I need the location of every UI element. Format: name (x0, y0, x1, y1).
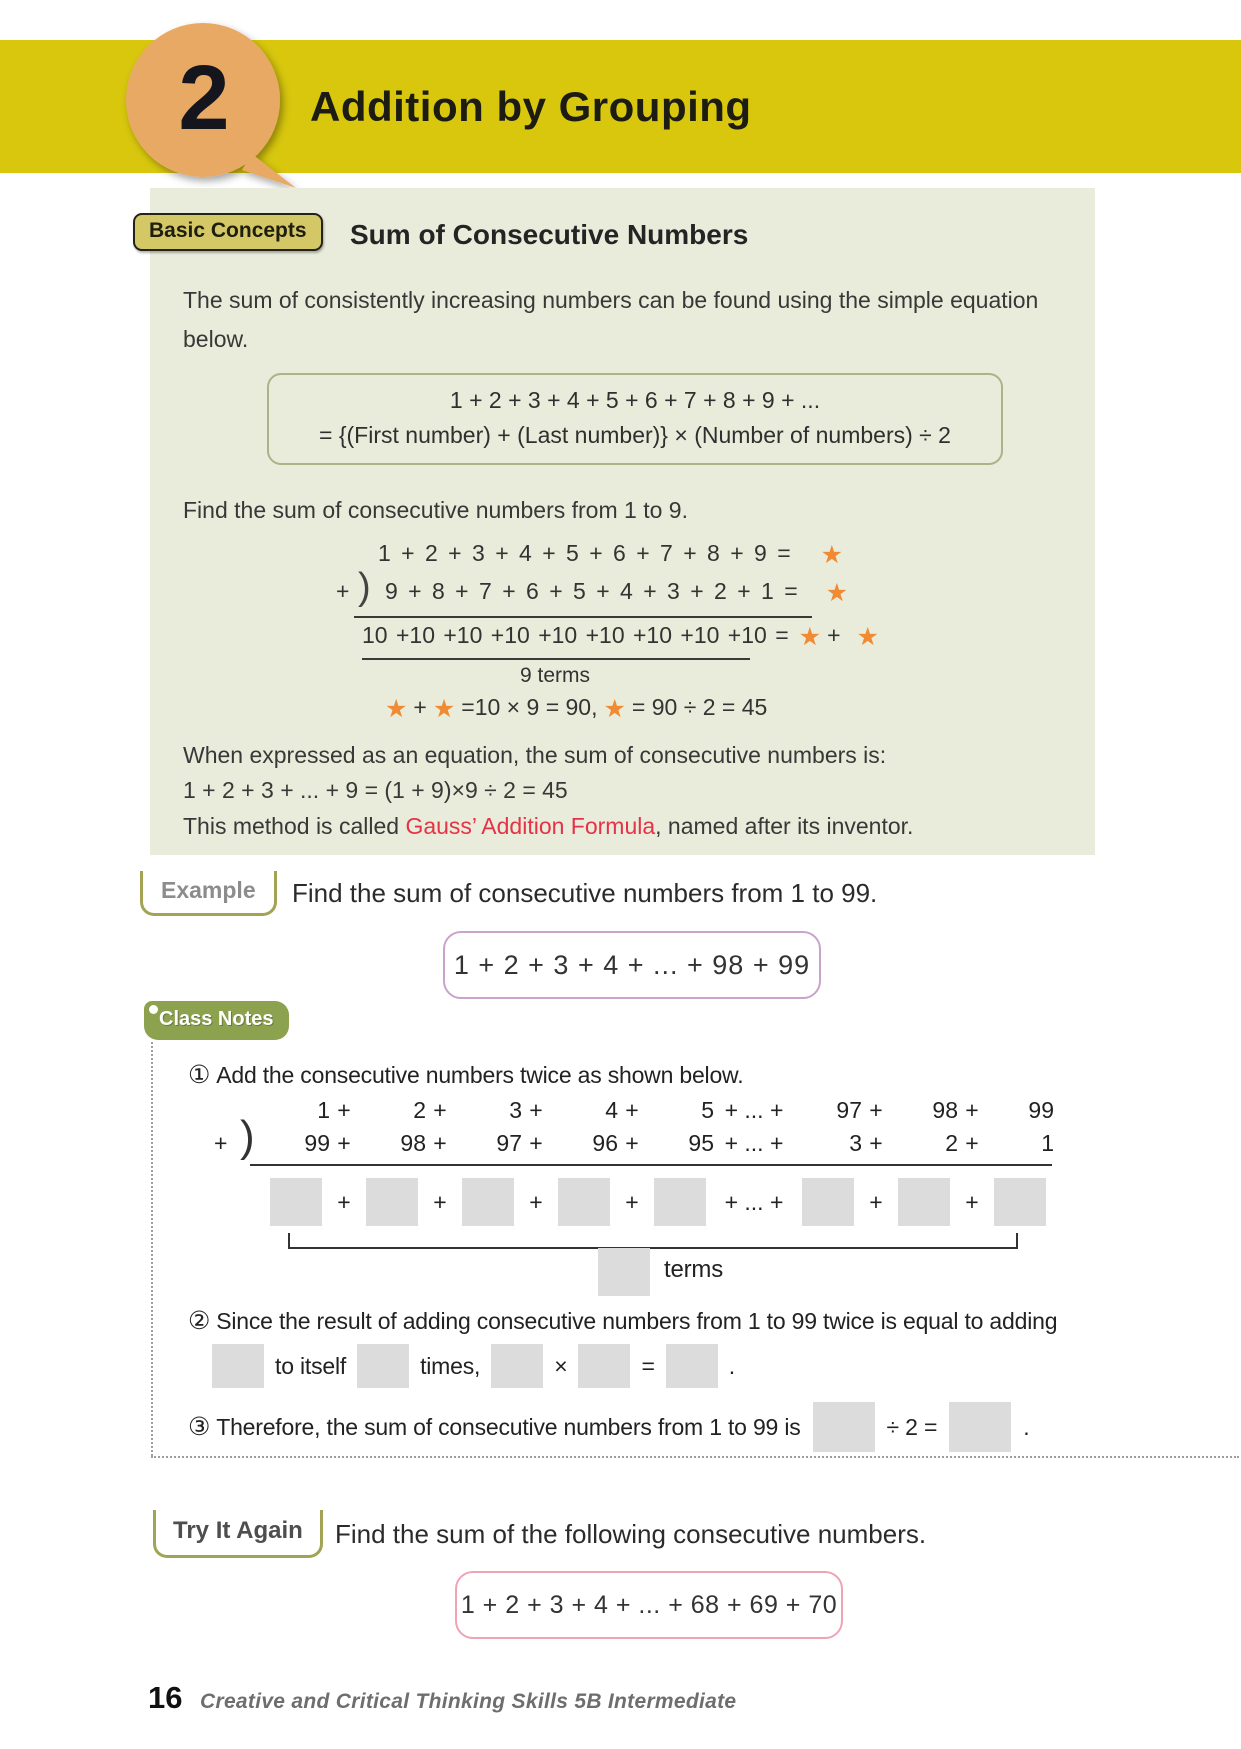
cell: 2 (413, 1097, 426, 1123)
star-icon: ★ (432, 695, 456, 723)
step-3-text: Therefore, the sum of consecutive numbers from 1 to 99 is (216, 1414, 801, 1440)
cell: 2 (945, 1130, 958, 1156)
cell: 1 (317, 1097, 330, 1123)
plus-cell: + (869, 1189, 883, 1215)
cell: 98 (400, 1130, 426, 1156)
answer-blank (270, 1178, 322, 1226)
stack-row-1 (378, 540, 843, 570)
ellipsis-cell: + ... + (724, 1130, 784, 1156)
example-badge: Example (140, 871, 277, 916)
cell: 1 (1041, 1130, 1054, 1156)
answer-blank (654, 1178, 706, 1226)
plus-cell: + (529, 1189, 543, 1215)
plus-cell: + (433, 1130, 447, 1156)
try-it-again-badge: Try It Again (153, 1510, 323, 1558)
star-icon: ★ (856, 623, 879, 651)
plus-cell: + (965, 1097, 979, 1123)
class-notes-label: Class Notes (159, 1008, 274, 1030)
answer-blank (366, 1178, 418, 1226)
class-notes-step-2 (188, 1306, 1057, 1336)
plus-cell: + (625, 1189, 639, 1215)
answer-blank (994, 1178, 1046, 1226)
answer-blank (558, 1178, 610, 1226)
conclusion-line-2: 1 + 2 + 3 + ... + 9 = (1 + 9)×9 ÷ 2 = 45 (183, 777, 568, 803)
ellipsis-cell: + ... + (724, 1097, 784, 1123)
sum-table-row-top (262, 1094, 1054, 1127)
sum-table-rule (250, 1164, 1052, 1166)
class-notes-bottom-border (151, 1456, 1239, 1458)
cell: 99 (304, 1130, 330, 1156)
period: . (728, 1352, 735, 1379)
try-expression-box: 1 + 2 + 3 + 4 + ... + 68 + 69 + 70 (455, 1571, 843, 1639)
page-title: Addition by Grouping (310, 83, 752, 130)
class-notes-step-2-blanks (212, 1344, 735, 1388)
ellipsis-cell: + ... + (724, 1189, 784, 1215)
formula-box (267, 373, 1003, 465)
cell: 96 (592, 1130, 618, 1156)
formula-line-2: = {(First number) + (Last number)} × (Number of numbers) ÷ 2 (319, 422, 951, 448)
class-notes-step-3 (188, 1402, 1029, 1452)
answer-blank (491, 1344, 543, 1388)
step-2-text: Since the result of adding consecutive numbers from 1 to 99 twice is equal to adding (216, 1308, 1058, 1334)
stack-row-2 (385, 578, 848, 608)
answer-blank (357, 1344, 409, 1388)
method-sentence (183, 813, 913, 840)
plus-cell: + (529, 1130, 543, 1156)
plus-cell: + (625, 1130, 639, 1156)
formula-line-1: 1 + 2 + 3 + 4 + 5 + 6 + 7 + 8 + 9 + ... (449, 387, 821, 413)
stack-rule-2 (362, 658, 750, 660)
cell: 98 (932, 1097, 958, 1123)
plus-cell: + (965, 1130, 979, 1156)
answer-blank (462, 1178, 514, 1226)
stack-row-1-text: 1 + 2 + 3 + 4 + 5 + 6 + 7 + 8 + 9 = (378, 540, 791, 566)
terms-answer-blank (598, 1248, 650, 1296)
plus-cell: + (869, 1130, 883, 1156)
answer-blank (212, 1344, 264, 1388)
class-notes-step-1 (188, 1060, 743, 1090)
section-heading: Sum of Consecutive Numbers (350, 219, 749, 250)
plus-cell: + (337, 1189, 351, 1215)
chapter-number-bubble (106, 16, 310, 192)
star-eq-mid: =10 × 9 = 90, (461, 694, 598, 720)
nine-terms-label: 9 terms (519, 664, 590, 687)
cell: 3 (849, 1130, 862, 1156)
step-1-text: Add the consecutive numbers twice as shown below. (216, 1062, 744, 1088)
divide-by-two: ÷ 2 = (886, 1413, 938, 1440)
cell: 3 (509, 1097, 522, 1123)
example-prompt: Find the sum of consecutive numbers from 1 to 99. (292, 878, 878, 908)
plus-cell: + (625, 1097, 639, 1123)
sum-table-paren: ) (240, 1112, 255, 1161)
terms-label: terms (664, 1256, 724, 1283)
stack-plus-sign: + (336, 578, 350, 604)
method-pre: This method is called (183, 813, 406, 839)
step-2-text-c: times, (420, 1352, 481, 1379)
class-notes-sum-table (262, 1094, 1054, 1160)
star-eq-end: = 90 ÷ 2 = 45 (631, 694, 768, 720)
page-number: 16 (148, 1680, 183, 1715)
plus-cell: + (433, 1097, 447, 1123)
class-notes-badge (144, 1001, 289, 1040)
star-eq-plus: + (413, 694, 427, 720)
plus-cell: + (869, 1097, 883, 1123)
stack-row-3-plus: + (827, 622, 841, 648)
answer-blank (813, 1402, 875, 1452)
basic-concepts-badge: Basic Concepts (133, 213, 323, 251)
class-notes-left-border (151, 1042, 153, 1456)
answer-blank (802, 1178, 854, 1226)
try-it-again-prompt: Find the sum of the following consecutive numbers. (335, 1519, 927, 1549)
cell: 97 (836, 1097, 862, 1123)
answer-blank (949, 1402, 1011, 1452)
star-icon: ★ (385, 695, 408, 723)
find-prompt: Find the sum of consecutive numbers from 1 to 9. (183, 497, 688, 523)
method-highlight: Gauss’ Addition Formula (405, 813, 656, 839)
step-2-text-b: to itself (275, 1352, 347, 1379)
plus-cell: + (965, 1189, 979, 1215)
step-2-number: ② (188, 1307, 211, 1335)
period: . (1023, 1413, 1030, 1440)
book-title: Creative and Critical Thinking Skills 5B Intermediate (200, 1690, 737, 1713)
sum-table-row-bottom (262, 1127, 1054, 1160)
star-icon: ★ (825, 579, 849, 607)
step-1-number: ① (188, 1061, 211, 1089)
chapter-number: 2 (178, 47, 230, 149)
sum-table-plus-sign: + (214, 1130, 228, 1156)
equals-sign: = (641, 1352, 655, 1379)
cell: 97 (496, 1130, 522, 1156)
stack-rule-1 (354, 616, 812, 618)
plus-cell: + (337, 1130, 351, 1156)
stack-row-3 (362, 622, 879, 652)
cell: 4 (605, 1097, 618, 1123)
cell: 5 (701, 1097, 714, 1123)
star-icon: ★ (798, 623, 822, 651)
answer-blank (666, 1344, 718, 1388)
answer-blank (578, 1344, 630, 1388)
stack-paren: ) (358, 566, 371, 608)
star-icon: ★ (603, 695, 626, 723)
stack-row-3-text: 10 +10 +10 +10 +10 +10 +10 +10 +10 = (362, 622, 789, 648)
grouping-bracket (288, 1233, 1018, 1249)
star-icon: ★ (820, 541, 844, 569)
example-expression-box: 1 + 2 + 3 + 4 + ... + 98 + 99 (443, 931, 821, 999)
intro-paragraph: The sum of consistently increasing numbers can be found using the simple equation below. (183, 287, 1039, 352)
method-post: , named after its inventor. (655, 813, 914, 839)
cell: 95 (688, 1130, 714, 1156)
plus-cell: + (337, 1097, 351, 1123)
answer-blank (898, 1178, 950, 1226)
step-3-number: ③ (188, 1413, 211, 1441)
cell: 99 (1028, 1097, 1054, 1123)
stack-row-2-text: 9 + 8 + 7 + 6 + 5 + 4 + 3 + 2 + 1 = (385, 578, 798, 604)
times-sign: × (554, 1352, 568, 1379)
conclusion-line-1: When expressed as an equation, the sum of consecutive numbers is: (183, 742, 887, 768)
plus-cell: + (433, 1189, 447, 1215)
badge-dot-icon (149, 1005, 158, 1014)
star-equation (385, 694, 773, 724)
answer-blanks-row (262, 1178, 1054, 1226)
plus-cell: + (529, 1097, 543, 1123)
